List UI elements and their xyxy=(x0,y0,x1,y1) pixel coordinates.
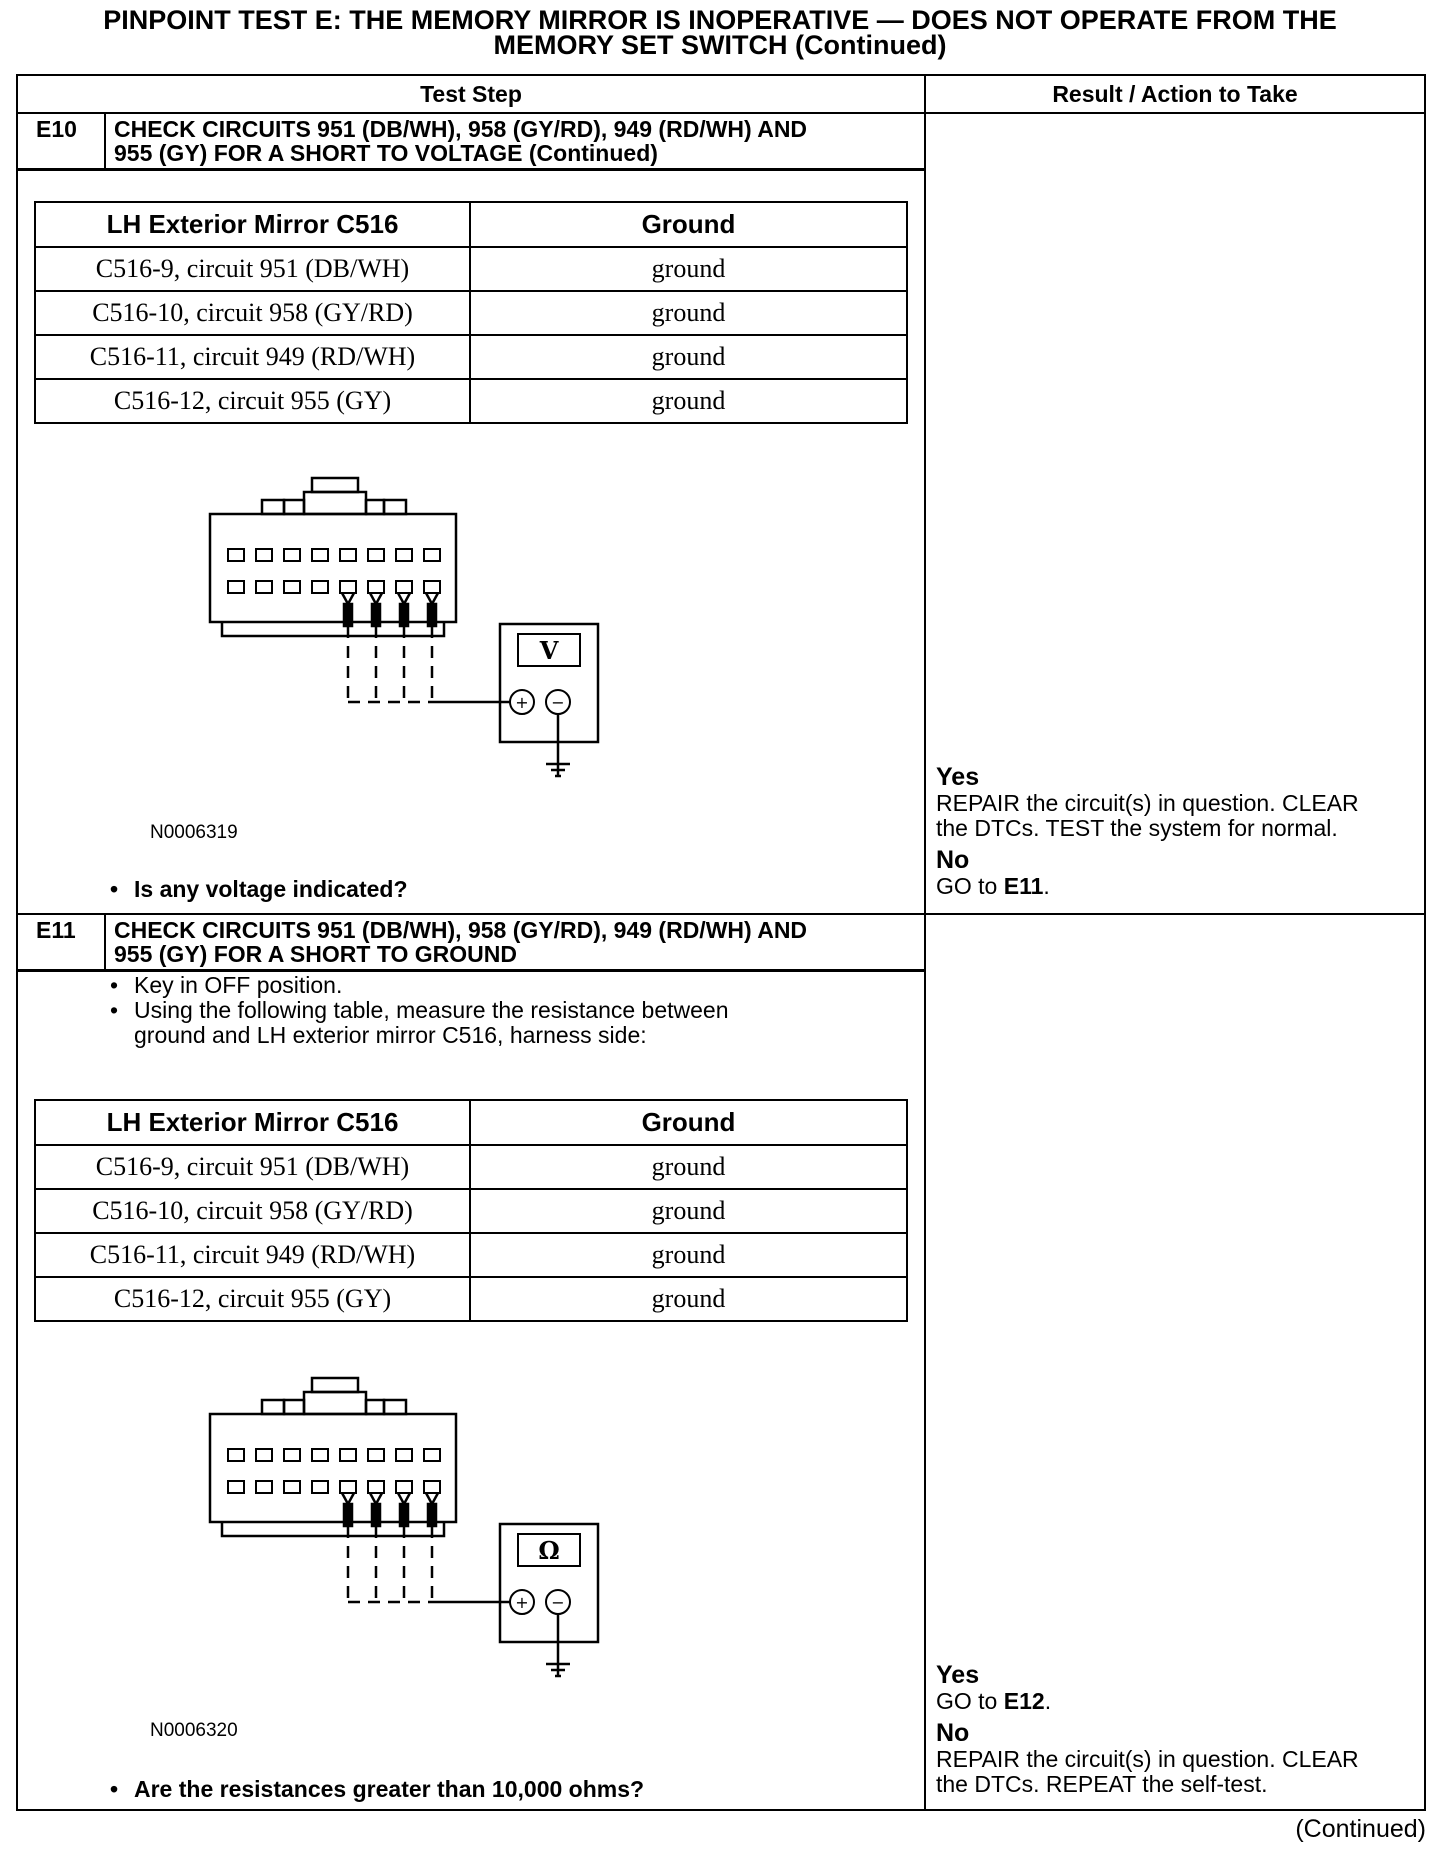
instruction-list xyxy=(94,973,914,1048)
no-action xyxy=(936,874,1416,899)
result-action xyxy=(936,764,1416,899)
header-divider xyxy=(18,112,1424,114)
yes-action xyxy=(936,1689,1416,1714)
no-action-text: GO to xyxy=(936,873,1004,899)
step-question xyxy=(94,1776,644,1803)
table-row xyxy=(35,1233,907,1277)
step-id: E11 xyxy=(36,917,76,943)
pin-table-header-ground: Ground xyxy=(470,202,907,247)
yes-action-line1: REPAIR the circuit(s) in question. CLEAR xyxy=(936,790,1359,816)
column-divider xyxy=(924,76,926,1809)
pin-table-header-connector: LH Exterior Mirror C516 xyxy=(35,202,470,247)
instruction-line1: Using the following table, measure the resistance between xyxy=(134,997,729,1023)
probe-leads-icon xyxy=(342,1493,510,1602)
question-text: Are the resistances greater than 10,000 ohms? xyxy=(134,1776,645,1802)
connector-c516-icon xyxy=(210,478,456,636)
ground-cell: ground xyxy=(470,379,907,423)
ohmmeter-icon xyxy=(500,1524,598,1676)
goto-step-link: E12 xyxy=(1003,1688,1045,1714)
pinpoint-test-table xyxy=(16,74,1426,1811)
pin-cell: C516-10, circuit 958 (GY/RD) xyxy=(35,1189,470,1233)
ground-cell: ground xyxy=(470,1189,907,1233)
no-action-end: . xyxy=(1043,873,1050,899)
yes-label: Yes xyxy=(936,1661,980,1689)
ground-cell: ground xyxy=(470,1145,907,1189)
step-id-divider xyxy=(104,114,106,169)
instruction-text: Key in OFF position. xyxy=(134,972,343,998)
ground-cell: ground xyxy=(470,335,907,379)
pin-cell: C516-12, circuit 955 (GY) xyxy=(35,379,470,423)
table-row xyxy=(35,247,907,291)
pin-cell: C516-12, circuit 955 (GY) xyxy=(35,1277,470,1321)
yes-action-end: . xyxy=(1044,1688,1052,1714)
list-item xyxy=(94,998,914,1048)
pin-table xyxy=(34,201,908,424)
step-title xyxy=(114,918,807,966)
instruction-line2: ground and LH exterior mirror C516, harness side: xyxy=(134,1022,647,1048)
plus-terminal: + xyxy=(515,693,529,712)
pin-cell: C516-10, circuit 958 (GY/RD) xyxy=(35,291,470,335)
question-text: Is any voltage indicated? xyxy=(134,876,408,902)
step-title xyxy=(114,117,807,165)
minus-terminal: − xyxy=(551,693,565,712)
pin-cell: C516-9, circuit 951 (DB/WH) xyxy=(35,1145,470,1189)
pin-table-header-ground: Ground xyxy=(470,1100,907,1145)
page-title xyxy=(0,5,1440,60)
step-title-underline xyxy=(18,168,924,171)
no-action-line2: the DTCs. REPEAT the self-test. xyxy=(936,1771,1268,1797)
page-title-line1: PINPOINT TEST E: THE MEMORY MIRROR IS INOPERATIVE — DOES NOT OPERATE FROM THE xyxy=(103,5,1337,35)
ground-cell: ground xyxy=(470,1277,907,1321)
ground-cell: ground xyxy=(470,1233,907,1277)
table-row xyxy=(35,379,907,423)
table-row xyxy=(35,335,907,379)
pin-cell: C516-11, circuit 949 (RD/WH) xyxy=(35,335,470,379)
voltmeter-icon xyxy=(500,624,598,776)
step-title-line2: 955 (GY) FOR A SHORT TO GROUND xyxy=(114,941,517,967)
bullet-icon: • xyxy=(109,876,119,902)
header-result: Result / Action to Take xyxy=(1052,81,1298,107)
ground-cell: ground xyxy=(470,247,907,291)
header-test-step: Test Step xyxy=(420,81,522,107)
probe-leads-icon xyxy=(342,593,510,702)
connector-c516-icon xyxy=(210,1378,456,1536)
step-question xyxy=(94,876,408,903)
bullet-icon: • xyxy=(109,972,119,998)
step-title-line2: 955 (GY) FOR A SHORT TO VOLTAGE (Continued) xyxy=(114,140,658,166)
list-item xyxy=(94,973,914,998)
pin-cell: C516-9, circuit 951 (DB/WH) xyxy=(35,247,470,291)
pin-table xyxy=(34,1099,908,1322)
result-action xyxy=(936,1662,1416,1797)
step-id: E10 xyxy=(36,116,77,142)
meter-symbol: V xyxy=(539,636,559,665)
no-action-line1: REPAIR the circuit(s) in question. CLEAR xyxy=(936,1746,1359,1772)
meter-symbol: Ω xyxy=(538,1536,560,1565)
connector-ohmmeter-diagram xyxy=(208,1376,628,1686)
yes-action-line2: the DTCs. TEST the system for normal. xyxy=(936,815,1338,841)
pin-cell: C516-11, circuit 949 (RD/WH) xyxy=(35,1233,470,1277)
no-label: No xyxy=(936,1719,970,1747)
table-row xyxy=(35,291,907,335)
connector-voltmeter-diagram xyxy=(208,476,628,786)
table-row xyxy=(35,1145,907,1189)
continued-note: (Continued) xyxy=(1295,1815,1426,1843)
goto-step-link: E11 xyxy=(1003,873,1044,899)
step-divider xyxy=(18,913,1424,915)
minus-terminal: − xyxy=(551,1593,565,1612)
step-title-line1: CHECK CIRCUITS 951 (DB/WH), 958 (GY/RD), 949 (RD/WH) AND xyxy=(114,917,808,943)
page-title-line2: MEMORY SET SWITCH (Continued) xyxy=(493,30,947,60)
bullet-icon: • xyxy=(109,1776,119,1802)
step-title-line1: CHECK CIRCUITS 951 (DB/WH), 958 (GY/RD), 949 (RD/WH) AND xyxy=(114,116,808,142)
ground-cell: ground xyxy=(470,291,907,335)
table-row xyxy=(35,1277,907,1321)
pin-table-header-connector: LH Exterior Mirror C516 xyxy=(35,1100,470,1145)
yes-action-text: GO to xyxy=(936,1688,1004,1714)
yes-label: Yes xyxy=(936,763,980,791)
bullet-icon: • xyxy=(109,997,119,1023)
figure-id: N0006319 xyxy=(150,822,238,843)
plus-terminal: + xyxy=(515,1593,529,1612)
no-label: No xyxy=(936,846,970,874)
step-id-divider xyxy=(104,915,106,970)
figure-id: N0006320 xyxy=(150,1720,238,1741)
table-row xyxy=(35,1189,907,1233)
instruction-text xyxy=(134,998,729,1048)
